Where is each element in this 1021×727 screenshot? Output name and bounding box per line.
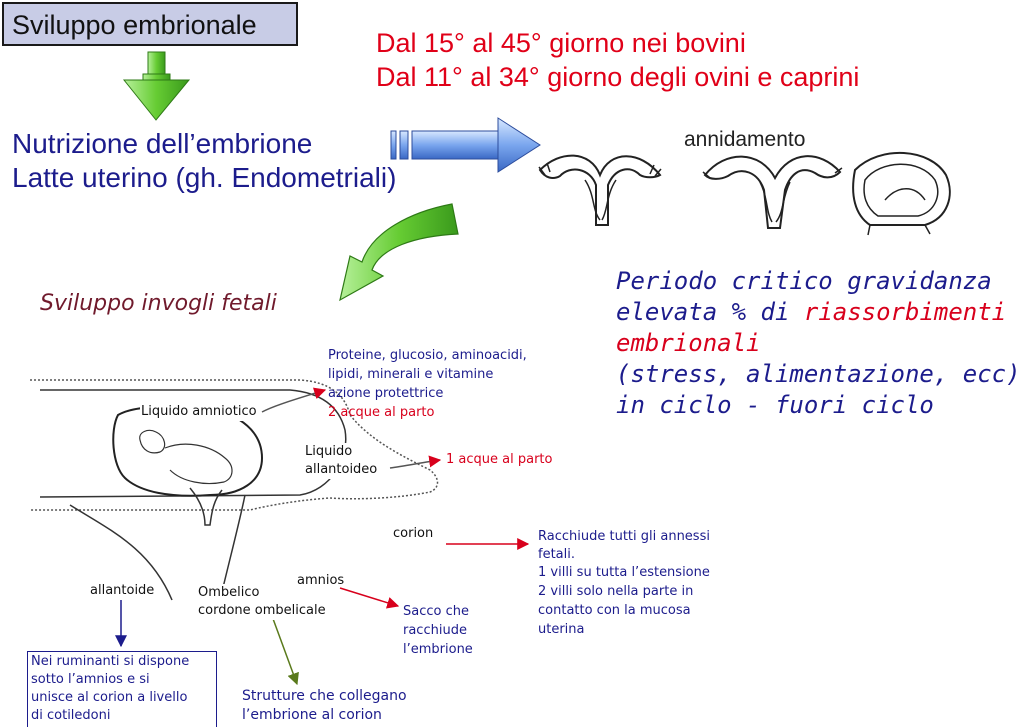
- acque-1-label: 1 acque al parto: [446, 452, 553, 467]
- uterus-illustrations: [539, 153, 950, 235]
- curved-arrow-icon: [340, 204, 458, 300]
- period-line-2: Dal 11° al 34° giorno degli ovini e caprini: [376, 62, 860, 92]
- ruminanti-line-2: sotto l’amnios e si: [31, 672, 150, 687]
- racchiude-line-5: contatto con la mucosa: [538, 603, 691, 618]
- critico-line-2: [616, 297, 1006, 328]
- page-title: Sviluppo embrionale: [2, 2, 298, 46]
- racchiude-line-1: Racchiude tutti gli annessi: [538, 529, 710, 544]
- strutture-line-1: Strutture che collegano: [242, 688, 407, 704]
- nutrition-line-2: Latte uterino (gh. Endometriali): [12, 162, 397, 193]
- critico-line-2a: elevata % di: [616, 298, 804, 326]
- critico-line-4: (stress, alimentazione, ecc): [616, 360, 1021, 388]
- proteine-line-3: azione protettrice: [328, 386, 444, 401]
- down-arrow-icon: [124, 52, 189, 120]
- nutrition-line-1: Nutrizione dell’embrione: [12, 128, 313, 159]
- racchiude-line-3: 1 villi su tutta l’estensione: [538, 565, 710, 580]
- sacco-line-3: l’embrione: [403, 642, 473, 657]
- period-line-1: Dal 15° al 45° giorno nei bovini: [376, 28, 746, 58]
- critico-line-3: embrionali: [616, 329, 761, 357]
- critico-line-1: Periodo critico gravidanza: [616, 267, 992, 295]
- critico-line-2b: riassorbimenti: [803, 298, 1007, 326]
- corion-label: corion: [393, 526, 434, 541]
- annidamento-label: annidamento: [684, 128, 806, 151]
- liquido-amniotico-label: Liquido amniotico: [141, 404, 257, 419]
- amnios-label: amnios: [297, 573, 345, 588]
- ruminanti-line-1: Nei ruminanti si dispone: [31, 654, 190, 669]
- ombelico-line-2: cordone ombelicale: [198, 603, 326, 618]
- right-arrow-icon: [391, 118, 540, 172]
- ombelico-line-1: Ombelico: [198, 585, 260, 600]
- allantoideo-pointer: [390, 460, 440, 468]
- sacco-line-1: Sacco che: [403, 604, 469, 619]
- proteine-line-1: Proteine, glucosio, aminoacidi,: [328, 348, 527, 363]
- racchiude-line-2: fetali.: [538, 547, 575, 562]
- ruminanti-line-4: di cotiledoni: [31, 708, 111, 723]
- liquido-allantoideo-line-2: allantoideo: [305, 462, 378, 477]
- liquido-allantoideo-line-1: Liquido: [305, 444, 353, 459]
- invogli-label: Sviluppo invogli fetali: [40, 291, 277, 316]
- proteine-line-4: 2 acque al parto: [328, 405, 435, 420]
- racchiude-line-6: uterina: [538, 622, 585, 637]
- critico-line-5: in ciclo - fuori ciclo: [616, 391, 934, 419]
- cordone-arrow: [272, 616, 297, 684]
- racchiude-line-4: 2 villi solo nella parte in: [538, 584, 694, 599]
- proteine-line-2: lipidi, minerali e vitamine: [328, 367, 494, 382]
- strutture-line-2: l’embrione al corion: [242, 707, 382, 723]
- amniotic-pointer: [262, 390, 325, 412]
- ruminanti-line-3: unisce al corion a livello: [31, 690, 188, 705]
- amnios-arrow: [340, 588, 398, 606]
- allantoide-label: allantoide: [90, 583, 155, 598]
- sacco-line-2: racchiude: [403, 623, 467, 638]
